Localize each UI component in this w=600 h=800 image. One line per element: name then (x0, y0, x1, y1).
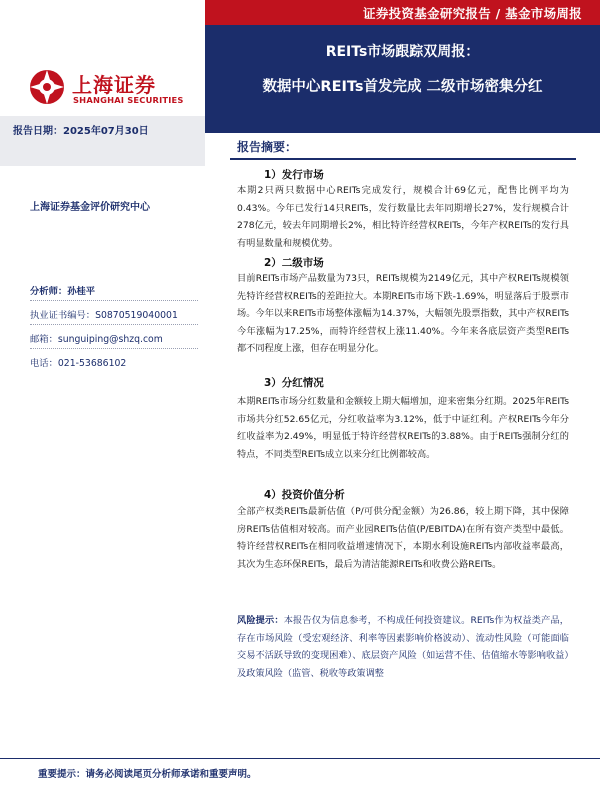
section-heading-secondary: 2）二级市场 (264, 257, 324, 269)
header-bar (205, 0, 600, 25)
logo-name-cn: 上海证券 (72, 73, 156, 97)
summary-heading: 报告摘要： (237, 140, 298, 154)
logo-emblem-icon (28, 68, 66, 106)
analyst-phone: 电话：021-53686102 (30, 358, 127, 369)
logo-panel (0, 0, 205, 133)
report-date: 报告日期：2025年07月30日 (13, 126, 149, 137)
risk-disclosure (237, 612, 569, 682)
section-body-valuation: 全部产权类REITs最新估值（P/可供分配金额）为26.86，较上期下降，其中保障房REITs估值相对较高。而产业园REITs估值(P/EBITDA)在所有资产类型中最低。特许经营权REITs在相同收益增速情况下，本期水利设施REITs内部收益率最高，其次为生态环保REITs，最后为清洁能源REITs和收费公路REITs。 (237, 506, 569, 570)
report-title-line2: 数据中心REITs首发完成 二级市场密集分红 (262, 79, 543, 95)
section-heading-valuation: 4）投资价值分析 (264, 489, 345, 501)
section-body-dividend: 本期REITs市场分红数量和金额较上期大幅增加，迎来密集分红期。2025年REITs市场共分红52.65亿元，分红收益率为3.12%，低于中证红利。产权REITs今年分红收益率为2.49%，明显低于特许经营权REITs的3.88%。由于REITs强制分红的特点，不同类型REITs成立以来分红比例都较高。 (237, 396, 569, 460)
series-label: 证券投资基金研究报告 / 基金市场周报 (363, 6, 582, 21)
analyst-email: 邮箱：sunguiping@shzq.com (30, 334, 163, 345)
section-body-secondary: 目前REITs市场产品数量为73只，REITs规模为2149亿元，其中产权REITs规模领先特许经营权REITs的差距拉大。本期REITs市场下跌-1.69%，明显落后于股票市场。今年以来REITs市场整体涨幅为14.37%，大幅领先股票指数，其中产权REITs今年涨幅为17.25%，而特许经营权上涨11.40%。今年来各底层资产类型REITs都不同程度上涨，但存在明显分化。 (237, 273, 569, 355)
divider (30, 324, 198, 325)
footer-notice: 重要提示：请务必阅读尾页分析师承诺和重要声明。 (38, 769, 257, 780)
logo-name-en: SHANGHAI SECURITIES (73, 95, 184, 105)
risk-label: 风险提示： (237, 615, 284, 626)
logo (28, 68, 188, 110)
risk-body: 本报告仅为信息参考，不构成任何投资建议。REITs作为权益类产品，存在市场风险（受宏观经济、利率等因素影响价格波动）、流动性风险（可能面临交易不活跃导致的变现困难）、底层资产风险（如运营不佳、估值缩水等影响收益）及政策风险（监管、税收等政策调整 (237, 615, 569, 679)
report-title-line1: REITs市场跟踪双周报： (325, 44, 480, 60)
section-heading-issuance: 1）发行市场 (264, 169, 324, 181)
title-banner (205, 25, 600, 133)
section-body-issuance: 本期2只两只数据中心REITs完成发行，规模合计69亿元，配售比例平均为0.43%。今年已发行14只REITs，发行数量比去年同期增长27%，发行规模合计278亿元，较去年同期增长2%，相比特许经营权REITs，今年产权REITs的发行具有明显数量和规模优势。 (237, 185, 569, 249)
divider (30, 300, 198, 301)
divider (30, 348, 198, 349)
license-number: 执业证书编号：S0870519040001 (30, 310, 178, 321)
research-center: 上海证券基金评价研究中心 (30, 202, 150, 213)
footer-divider (0, 758, 600, 759)
section-heading-dividend: 3）分红情况 (264, 377, 324, 389)
analyst-name: 分析师：孙桂平 (30, 286, 96, 297)
summary-divider (230, 158, 576, 160)
